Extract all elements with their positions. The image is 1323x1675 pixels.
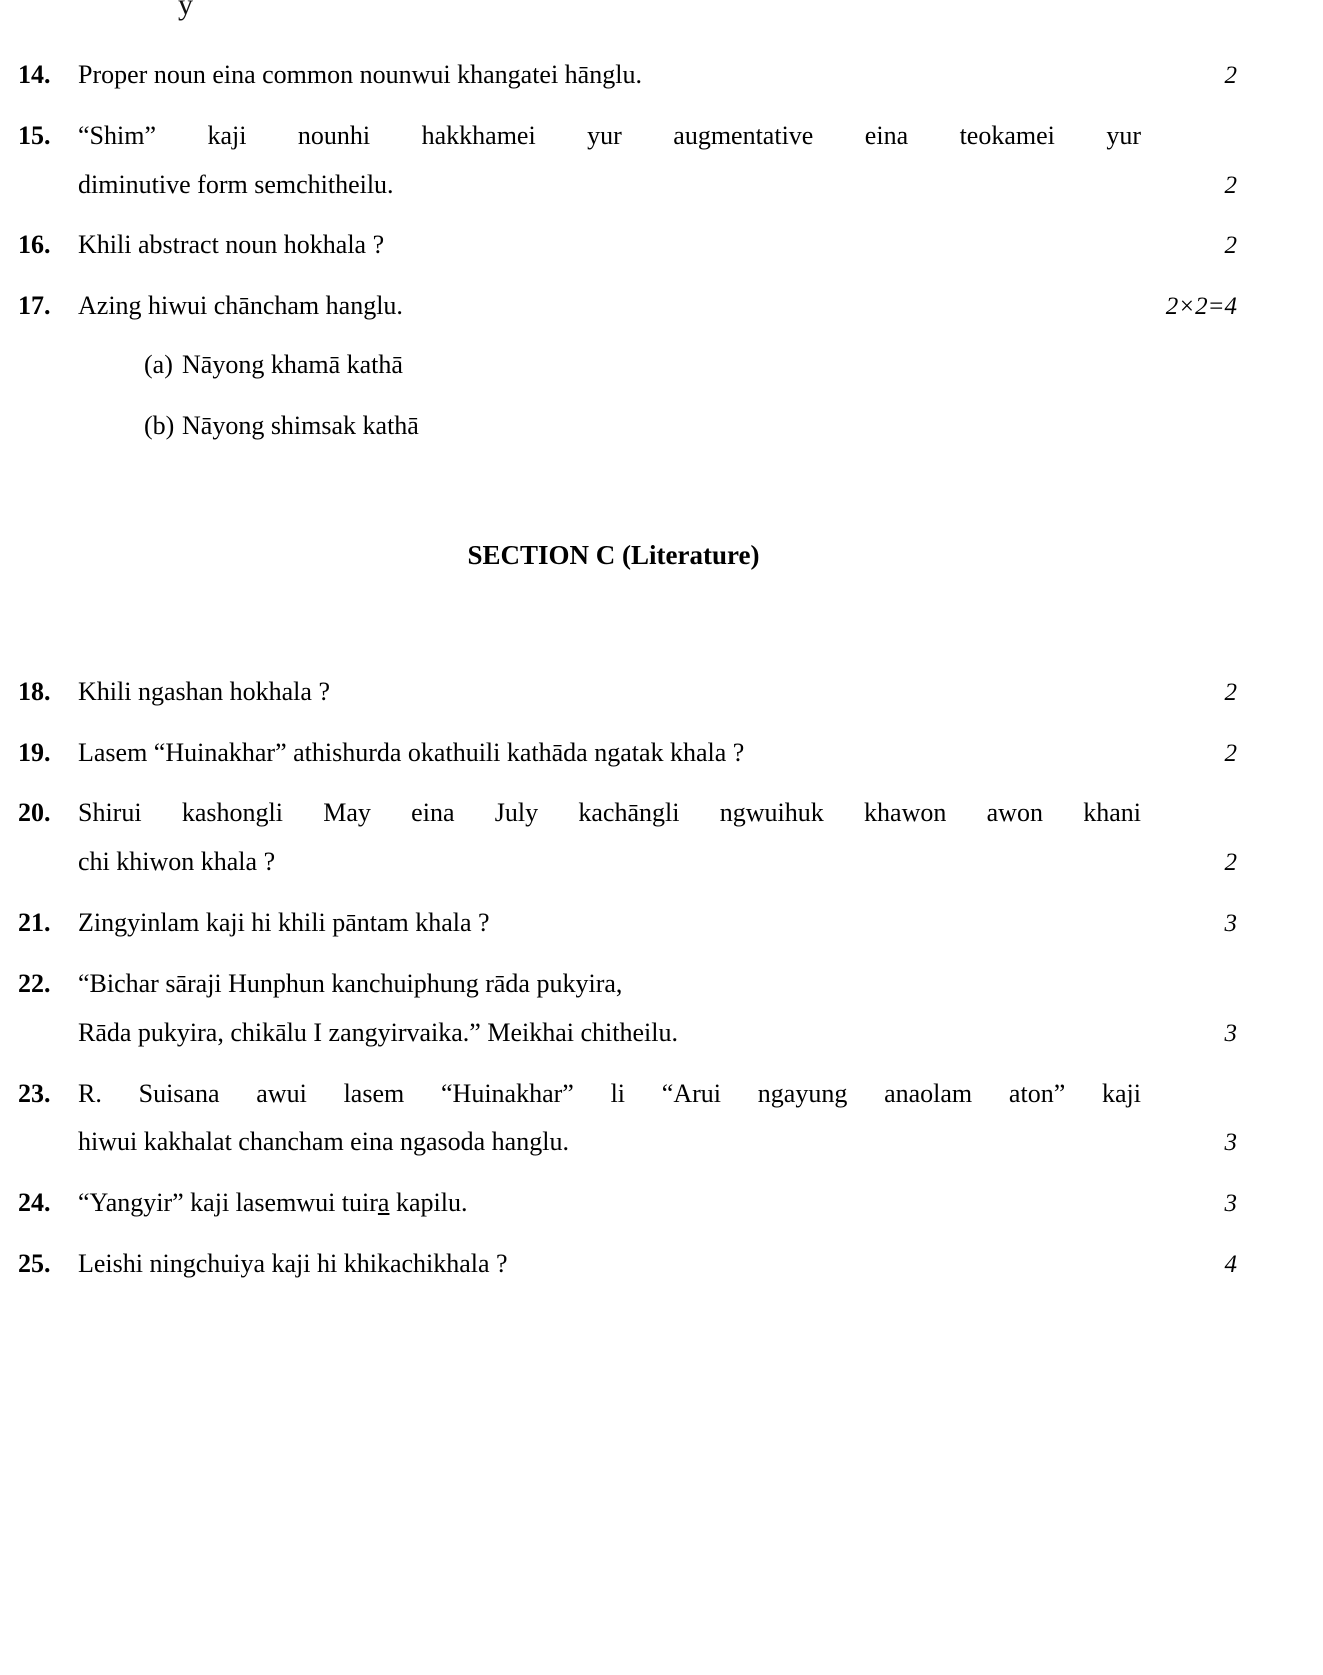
question-line: [78, 1186, 1237, 1221]
question-subitems: [78, 348, 1237, 444]
question-body: [78, 228, 1237, 263]
question-text: Khili ngashan hokhala ?: [78, 676, 330, 706]
question-number: 24.: [18, 1188, 51, 1218]
question-marks: 3: [1224, 1019, 1237, 1047]
question-line: [78, 967, 1237, 1002]
question-text-head: “Yangyir” kaji lasemwui tuir: [78, 1188, 378, 1218]
question-text: Proper noun eina common nounwui khangatei hānglu.: [78, 60, 642, 89]
question-line: [78, 1125, 1237, 1160]
question-body: [78, 119, 1237, 203]
question-text: Zingyinlam kaji hi khili pāntam khala ?: [78, 908, 490, 938]
question-item: [10, 289, 1237, 469]
question-item: [10, 1186, 1237, 1221]
question-line: [78, 1016, 1237, 1051]
underlined-character: a: [377, 1188, 390, 1218]
question-line: [78, 168, 1237, 203]
question-line: [78, 736, 1237, 771]
question-number: 16.: [18, 230, 51, 260]
clipped-text-fragment: y: [178, 0, 193, 21]
question-line: [78, 289, 1237, 324]
question-item: [10, 228, 1237, 263]
question-text: Leishi ningchuiya kaji hi khikachikhala ?: [78, 1249, 508, 1279]
subitem-label: (b): [144, 410, 175, 440]
question-subitem: [78, 409, 1237, 444]
question-list-section-b-tail: [10, 0, 1237, 1282]
question-item: [10, 58, 1237, 93]
question-body: [78, 1247, 1237, 1282]
question-body: [78, 736, 1237, 771]
question-text: Rāda pukyira, chikālu I zangyirvaika.” Meikhai chitheilu.: [78, 1017, 678, 1047]
question-body: [78, 289, 1237, 469]
question-text: “Shim” kaji nounhi hakkhamei yur augmentative eina teokamei yur: [78, 120, 1141, 150]
question-marks: 2: [1224, 232, 1237, 260]
question-marks: 2: [1224, 678, 1237, 706]
question-text: Azing hiwui chāncham hanglu.: [78, 291, 403, 321]
question-body: [78, 1186, 1237, 1221]
question-marks: 4: [1224, 1251, 1237, 1279]
question-marks: 2: [1224, 739, 1237, 767]
question-text: hiwui kakhalat chancham eina ngasoda hanglu.: [78, 1127, 569, 1157]
subitem-text: Nāyong khamā kathā: [182, 350, 403, 380]
question-line: [78, 796, 1237, 831]
question-number: 18.: [18, 676, 51, 706]
question-item: [10, 675, 1237, 710]
question-body: [78, 58, 1237, 93]
question-line: [78, 845, 1237, 880]
question-body: [78, 967, 1237, 1051]
question-number: 23.: [18, 1078, 51, 1108]
question-item: [10, 119, 1237, 203]
question-body: [78, 796, 1237, 880]
question-number: 25.: [18, 1249, 51, 1279]
question-number: 22.: [18, 968, 51, 998]
question-marks: 2: [1224, 849, 1237, 877]
question-number: 17.: [18, 291, 51, 321]
question-text: Khili abstract noun hokhala ?: [78, 230, 385, 260]
question-text: [78, 1186, 1141, 1221]
question-line: [78, 1077, 1237, 1112]
question-item: [10, 967, 1237, 1051]
question-number: 14.: [18, 60, 51, 89]
question-number: 15.: [18, 120, 51, 150]
question-marks: 2: [1224, 171, 1237, 199]
question-text: “Bichar sāraji Hunphun kanchuiphung rāda pukyira,: [78, 968, 623, 998]
question-text: Lasem “Huinakhar” athishurda okathuili kathāda ngatak khala ?: [78, 737, 745, 767]
question-line: [78, 58, 1237, 93]
question-body: [78, 675, 1237, 710]
question-text: Shirui kashongli May eina July kachāngli ngwuihuk khawon awon khani: [78, 798, 1141, 828]
section-spacer: [10, 571, 1237, 675]
question-number: 20.: [18, 798, 51, 828]
question-marks: 2×2=4: [1165, 293, 1237, 321]
question-line: [78, 675, 1237, 710]
question-marks: 3: [1224, 1190, 1237, 1218]
question-marks: 3: [1224, 910, 1237, 938]
question-item: [10, 906, 1237, 941]
question-number: 19.: [18, 737, 51, 767]
question-subitem: [78, 348, 1237, 383]
question-line: [78, 1247, 1237, 1282]
question-line: [78, 228, 1237, 263]
question-item: [10, 1247, 1237, 1282]
question-item: [10, 1077, 1237, 1161]
question-number: 21.: [18, 908, 51, 938]
question-marks: 3: [1224, 1129, 1237, 1157]
subitem-text: Nāyong shimsak kathā: [182, 410, 419, 440]
question-text: R. Suisana awui lasem “Huinakhar” li “Arui ngayung anaolam aton” kaji: [78, 1078, 1141, 1108]
question-text: diminutive form semchitheilu.: [78, 169, 394, 199]
question-line: [78, 906, 1237, 941]
question-text-tail: kapilu.: [389, 1188, 468, 1218]
question-body: [78, 1077, 1237, 1161]
question-item: [10, 736, 1237, 771]
subitem-label: (a): [144, 350, 173, 380]
question-line: [78, 119, 1237, 154]
question-item: [10, 796, 1237, 880]
section-heading: SECTION C (Literature): [467, 539, 760, 570]
question-marks: 2: [1224, 62, 1237, 89]
question-body: [78, 906, 1237, 941]
question-text: chi khiwon khala ?: [78, 847, 276, 877]
